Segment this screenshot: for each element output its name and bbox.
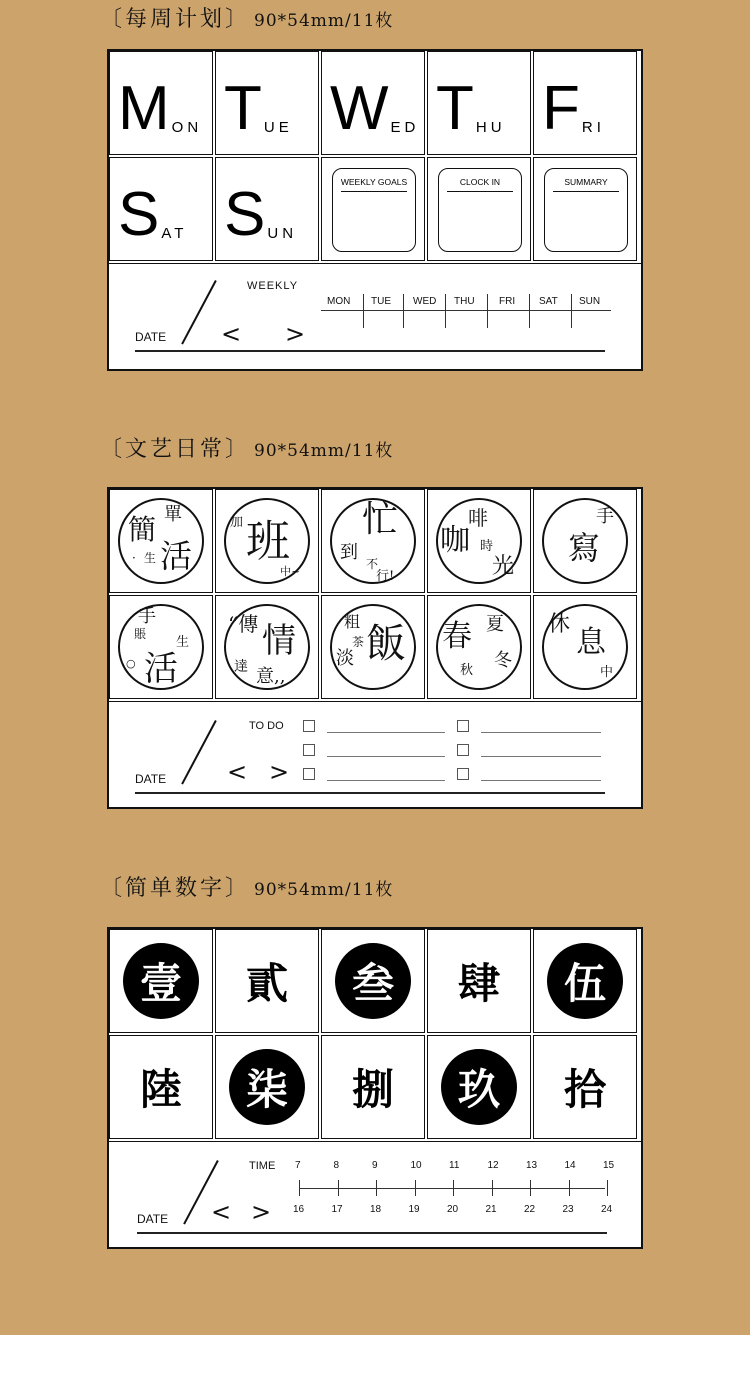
todo-checkbox[interactable]	[457, 720, 469, 732]
timeline-tick	[607, 1180, 608, 1196]
date-slash	[181, 280, 216, 344]
stamp-journal-life[interactable]: 手 賬 生 活 ○	[109, 595, 213, 699]
weekday-thu: THU	[454, 296, 475, 307]
weekly-plan-sheet	[107, 49, 643, 371]
time-date-strip[interactable]	[109, 1141, 641, 1245]
chevron-left-icon: <	[211, 1198, 232, 1226]
todo-label: TO DO	[249, 720, 284, 732]
chevron-right-icon: >	[285, 320, 306, 348]
hour-label: 19	[408, 1204, 420, 1215]
todo-line	[481, 780, 601, 781]
todo-checkbox[interactable]	[303, 744, 315, 756]
todo-checkbox[interactable]	[303, 720, 315, 732]
hour-label: 9	[372, 1160, 378, 1171]
sticker-thursday[interactable]: T HU	[427, 51, 531, 155]
number-sticker-10[interactable]: 拾	[533, 1035, 637, 1139]
number-sticker-7[interactable]: 柒	[215, 1035, 319, 1139]
todo-date-strip[interactable]	[109, 701, 641, 805]
stamp-resting[interactable]: 休 息 中	[533, 595, 637, 699]
date-label: DATE	[135, 330, 167, 344]
timeline-tick	[415, 1180, 416, 1196]
hour-label: 10	[410, 1160, 422, 1171]
chevron-right-icon: >	[251, 1198, 272, 1226]
stamp-overtime[interactable]: 加 班 中~	[215, 489, 319, 593]
sticker-tuesday[interactable]: T UE	[215, 51, 319, 155]
weekly-date-strip[interactable]	[109, 263, 641, 367]
stamp-four-seasons[interactable]: 春 夏 秋 冬	[427, 595, 531, 699]
stamp-coffee-time[interactable]: 咖 啡 時 光	[427, 489, 531, 593]
hour-label: 17	[331, 1204, 343, 1215]
hour-label: 16	[293, 1204, 305, 1215]
hour-label: 11	[449, 1160, 460, 1171]
todo-checkbox[interactable]	[457, 744, 469, 756]
timeline-tick	[453, 1180, 454, 1196]
chevron-right-icon: >	[269, 758, 290, 786]
timeline-tick	[376, 1180, 377, 1196]
stamp-simple-meal[interactable]: 粗 茶 淡 飯	[321, 595, 425, 699]
hour-label: 13	[526, 1160, 538, 1171]
todo-line	[327, 780, 445, 781]
todo-line	[481, 756, 601, 757]
stamp-simple-life[interactable]: 簡 單 生 活 ·	[109, 489, 213, 593]
weekday-sat: SAT	[539, 296, 558, 307]
weekday-row	[321, 294, 611, 328]
hour-label: 23	[562, 1204, 574, 1215]
weekday-fri: FRI	[499, 296, 516, 307]
number-sticker-9[interactable]: 玖	[427, 1035, 531, 1139]
stamp-super-busy[interactable]: 忙 到 不 行!	[321, 489, 425, 593]
weekday-tue: TUE	[371, 296, 391, 307]
stamp-handwriting[interactable]: 手 寫	[533, 489, 637, 593]
number-sticker-2[interactable]: 貳	[215, 929, 319, 1033]
hour-label: 21	[485, 1204, 497, 1215]
weekday-sun: SUN	[579, 296, 601, 307]
sticker-sunday[interactable]: S UN	[215, 157, 319, 261]
weekday-wed: WED	[413, 296, 437, 307]
date-underline	[135, 792, 605, 794]
timeline-tick	[492, 1180, 493, 1196]
sticker-clock-in[interactable]: CLOCK IN	[427, 157, 531, 261]
todo-line	[327, 756, 445, 757]
literary-daily-sheet	[107, 487, 643, 809]
date-label: DATE	[137, 1212, 169, 1226]
number-sticker-5[interactable]: 伍	[533, 929, 637, 1033]
sticker-monday[interactable]: M ON	[109, 51, 213, 155]
timeline-tick	[299, 1180, 300, 1196]
hour-label: 20	[447, 1204, 459, 1215]
section-title-numbers: 〔简单数字〕 90*54mm/11枚	[100, 876, 394, 901]
simple-numbers-sheet	[107, 927, 643, 1249]
sticker-friday[interactable]: F RI	[533, 51, 637, 155]
hour-label: 14	[564, 1160, 576, 1171]
section-title-weekly: 〔每周计划〕 90*54mm/11枚	[100, 7, 394, 32]
timeline-axis	[299, 1188, 605, 1189]
hour-label: 22	[524, 1204, 536, 1215]
number-sticker-1[interactable]: 壹	[109, 929, 213, 1033]
section-title-literary: 〔文艺日常〕 90*54mm/11枚	[100, 437, 394, 462]
number-sticker-6[interactable]: 陸	[109, 1035, 213, 1139]
chevron-left-icon: <	[227, 758, 248, 786]
hour-label: 15	[603, 1160, 615, 1171]
sticker-summary[interactable]: SUMMARY	[533, 157, 637, 261]
date-label: DATE	[135, 772, 167, 786]
todo-checkbox[interactable]	[303, 768, 315, 780]
date-underline	[137, 1232, 607, 1234]
todo-checkbox[interactable]	[457, 768, 469, 780]
date-underline	[135, 350, 605, 352]
sticker-saturday[interactable]: S AT	[109, 157, 213, 261]
time-label: TIME	[249, 1160, 276, 1172]
todo-line	[481, 732, 601, 733]
date-slash	[181, 720, 216, 784]
hour-label: 18	[370, 1204, 382, 1215]
hour-label: 7	[295, 1160, 301, 1171]
hour-label: 24	[601, 1204, 613, 1215]
sticker-weekly-goals[interactable]: WEEKLY GOALS	[321, 157, 425, 261]
sticker-wednesday[interactable]: W ED	[321, 51, 425, 155]
todo-line	[327, 732, 445, 733]
number-sticker-3[interactable]: 叁	[321, 929, 425, 1033]
hour-label: 8	[333, 1160, 340, 1171]
stamp-express-feelings[interactable]: “傳 情 達 意,,	[215, 595, 319, 699]
number-sticker-8[interactable]: 捌	[321, 1035, 425, 1139]
chevron-left-icon: <	[221, 320, 242, 348]
timeline-tick	[569, 1180, 570, 1196]
weekly-label: WEEKLY	[247, 280, 299, 292]
timeline-tick	[530, 1180, 531, 1196]
hour-label: 12	[487, 1160, 499, 1171]
number-sticker-4[interactable]: 肆	[427, 929, 531, 1033]
weekday-mon: MON	[327, 296, 351, 307]
timeline-tick	[338, 1180, 339, 1196]
